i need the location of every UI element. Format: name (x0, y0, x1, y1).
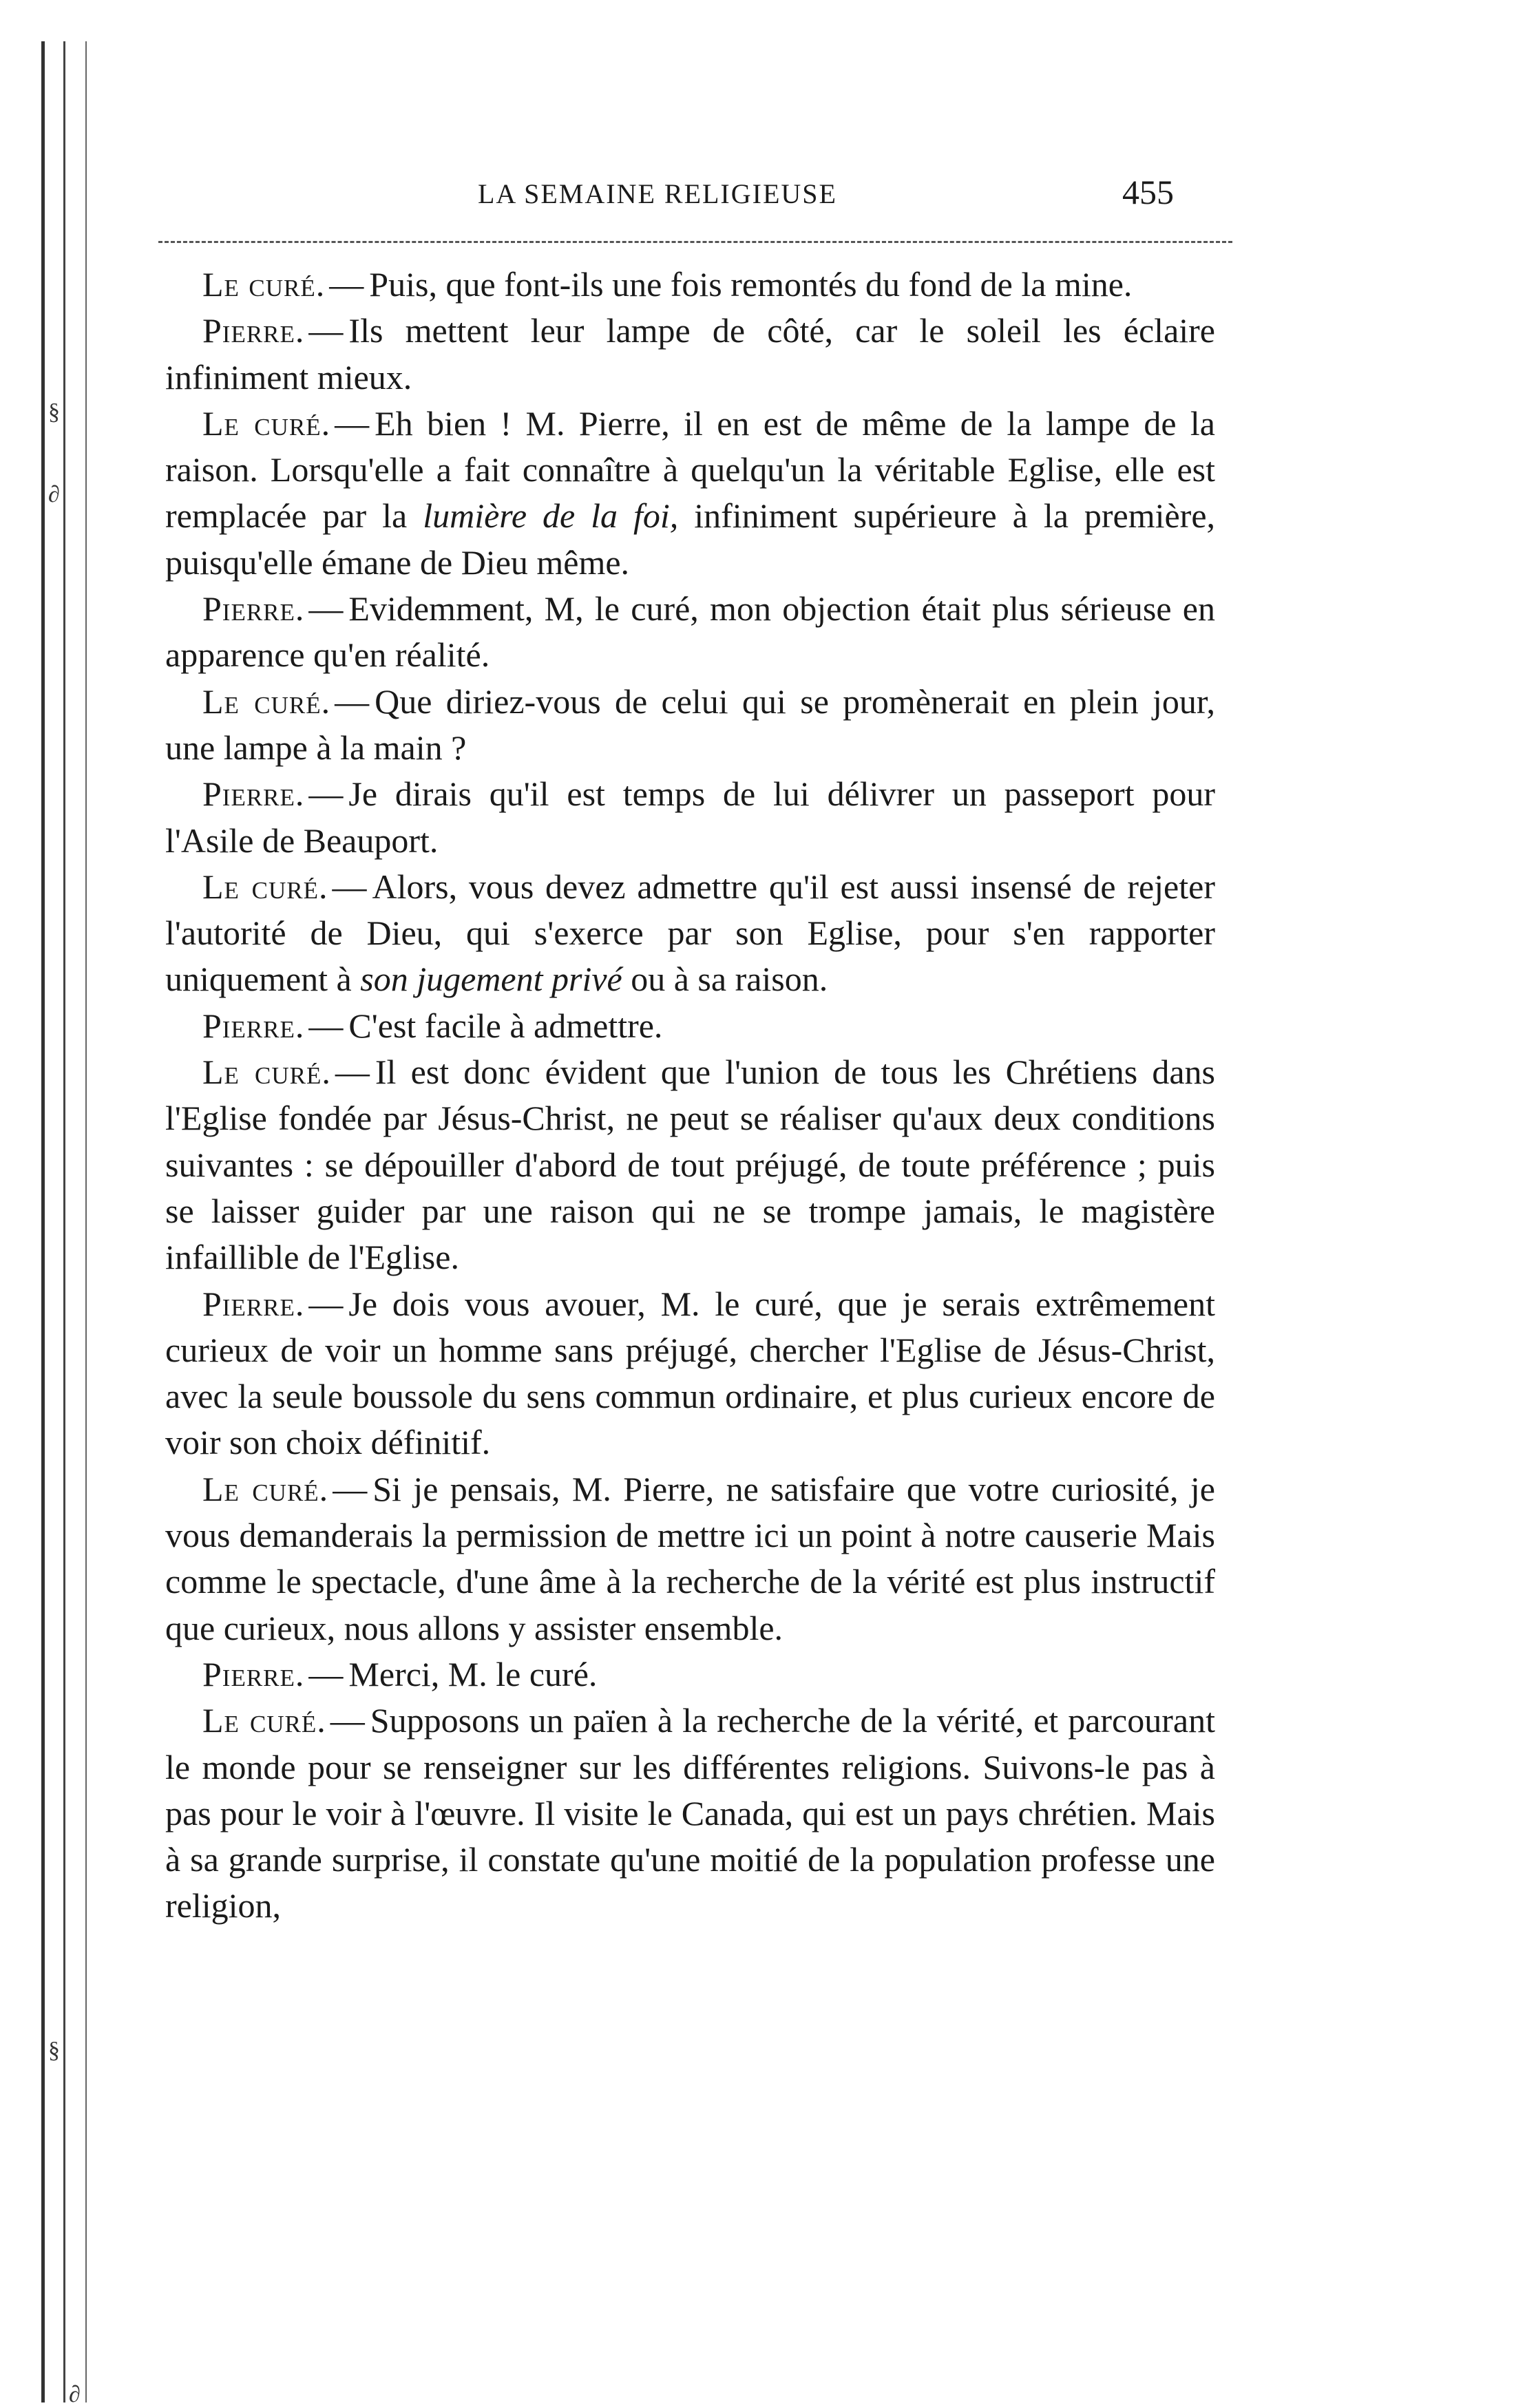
dialogue-paragraph (165, 262, 1215, 308)
dialogue-paragraph (165, 401, 1215, 586)
dialogue-text: Que diriez-vous de celui qui se promènerait en plein jour, une lampe à la main ? (165, 682, 1215, 767)
speaker-name: Le curé. (202, 867, 328, 906)
dialogue-paragraph (165, 1281, 1215, 1466)
dialogue-text: Evidemment, M, le curé, mon objection était plus sérieuse en apparence qu'en réalité. (165, 589, 1215, 675)
dialogue-text: Ils mettent leur lampe de côté, car le soleil les éclaire infiniment mieux. (165, 311, 1215, 397)
dialogue-text: Si je pensais, M. Pierre, ne satisfaire que votre curiosité, je vous demanderais la permission de mettre ici un point à notre causerie Mais comme le spectacle, d'une âme à la recherche de la vérité est plus instructif que curieux, nous allons y assister ensemble. (165, 1469, 1215, 1647)
running-title: LA SEMAINE RELIGIEUSE (478, 178, 837, 209)
dialogue-paragraph (165, 771, 1215, 864)
speaker-name: Le curé. (202, 1701, 326, 1740)
binding-mark-icon: ∂ (48, 482, 60, 507)
em-dash: — (333, 1469, 368, 1508)
body-text (165, 262, 1215, 1930)
binding-mark-icon: § (48, 2038, 60, 2063)
speaker-name: Le curé. (202, 265, 326, 304)
speaker-name: Pierre. (202, 1006, 305, 1045)
dialogue-paragraph (165, 308, 1215, 401)
dialogue-text: Je dirais qu'il est temps de lui délivrer un passeport pour l'Asile de Beauport. (165, 774, 1215, 860)
speaker-name: Le curé. (202, 682, 331, 721)
dialogue-text: infiniment supérieure à la première, puisqu'elle émane de Dieu même. (165, 496, 1216, 582)
dialogue-text: Merci, M. le curé. (348, 1654, 598, 1693)
binding-mark-icon: ∂ (69, 2382, 81, 2407)
dialogue-paragraph (165, 1466, 1215, 1651)
em-dash: — (329, 265, 364, 304)
dialogue-text: Eh bien ! M. Pierre, il en est de même de la lampe de la raison. Lorsqu'elle a fait connaître à quelqu'un la véritable Eglise, elle est remplacée par la (165, 403, 1215, 536)
em-dash: — (332, 867, 367, 906)
page-number: 455 (1122, 173, 1174, 211)
em-dash: — (308, 774, 344, 814)
dialogue-text: C'est facile à admettre. (348, 1006, 663, 1045)
dialogue-paragraph (165, 679, 1215, 772)
em-dash: — (308, 589, 344, 629)
dialogue-paragraph (165, 1698, 1215, 1929)
italic-phrase: lumière de la foi, (423, 496, 679, 536)
dialogue-text: Je dois vous avouer, M. le curé, que je serais extrêmement curieux de voir un homme sans préjugé, chercher l'Eglise de Jésus-Christ, avec la seule boussole du sens commun ordinaire, et plus curieux encore de voir son choix définitif. (165, 1284, 1215, 1462)
em-dash: — (330, 1701, 365, 1740)
page-header (468, 173, 1253, 219)
binding-mark-icon: § (48, 399, 60, 425)
speaker-name: Pierre. (202, 589, 305, 629)
em-dash: — (308, 1284, 344, 1323)
speaker-name: Pierre. (202, 774, 305, 814)
binding-line (41, 41, 45, 2402)
dialogue-paragraph (165, 1003, 1215, 1049)
dialogue-text: Supposons un païen à la recherche de la vérité, et parcourant le monde pour se renseigner sur les différentes religions. Suivons-le pas à pas pour le voir à l'œuvre. Il visite le Canada, qui est un pays chrétien. Mais à sa grande surprise, il constate qu'une moitié de la population professe une religion, (165, 1701, 1215, 1925)
speaker-name: Pierre. (202, 1654, 305, 1693)
dialogue-text: ou à sa raison. (622, 960, 828, 999)
speaker-name: Pierre. (202, 311, 305, 350)
binding-edge (28, 41, 117, 2407)
em-dash: — (335, 1053, 370, 1092)
dialogue-paragraph (165, 586, 1215, 679)
dialogue-paragraph (165, 1049, 1215, 1280)
dialogue-text: Puis, que font-ils une fois remontés du fond de la mine. (369, 265, 1133, 304)
em-dash: — (308, 1654, 344, 1693)
em-dash: — (308, 311, 344, 350)
binding-line (85, 41, 87, 2402)
binding-line (63, 41, 65, 2402)
dialogue-text: Il est donc évident que l'union de tous les Chrétiens dans l'Eglise fondée par Jésus-Christ, ne peut se réaliser qu'aux deux conditions suivantes : se dépouiller d'abord de tout préjugé, de toute préférence ; puis se laisser guider par une raison qui ne se trompe jamais, le magistère infaillible de l'Eglise. (165, 1053, 1215, 1277)
speaker-name: Le curé. (202, 403, 331, 443)
dialogue-paragraph (165, 864, 1215, 1003)
italic-phrase: son jugement privé (360, 960, 622, 999)
speaker-name: Le curé. (202, 1053, 331, 1092)
em-dash: — (335, 403, 370, 443)
dialogue-paragraph (165, 1651, 1215, 1698)
speaker-name: Le curé. (202, 1469, 329, 1508)
em-dash: — (335, 682, 370, 721)
dialogue-text: Alors, vous devez admettre qu'il est aussi insensé de rejeter l'autorité de Dieu, qui s'exerce par son Eglise, pour s'en rapporter uniquement à (165, 867, 1215, 999)
speaker-name: Pierre. (202, 1284, 305, 1323)
em-dash: — (308, 1006, 344, 1045)
header-rule (158, 241, 1232, 243)
